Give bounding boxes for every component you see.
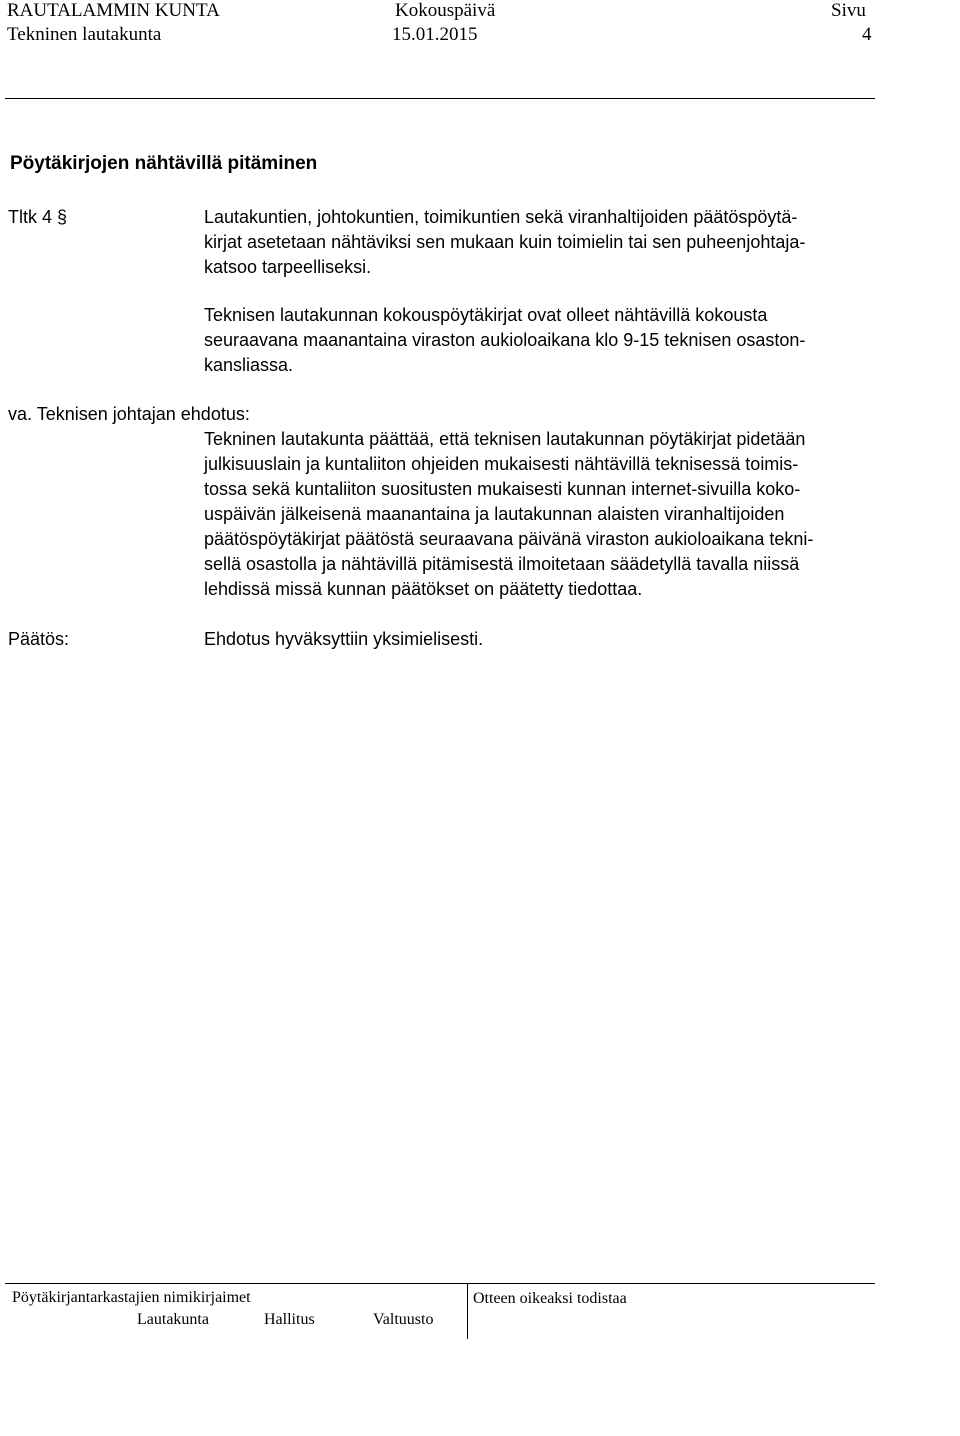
- paragraph-2-line: kansliassa.: [204, 355, 294, 375]
- paragraph-1-line: katsoo tarpeelliseksi.: [204, 257, 372, 277]
- paragraph-1: [204, 205, 884, 280]
- proposal-line: päätöspöytäkirjat päätöstä seuraavana päivänä viraston aukioloaikana tekni-: [204, 529, 814, 549]
- paragraph-1-line: Lautakuntien, johtokuntien, toimikuntien sekä viranhaltijoiden päätöspöytä-: [204, 207, 798, 227]
- paragraph-1-line: kirjat asetetaan nähtäviksi sen mukaan kuin toimielin tai sen puheenjohtaja-: [204, 232, 806, 252]
- footer-col-lautakunta: Lautakunta: [137, 1311, 209, 1328]
- proposal-line: sellä osastolla ja nähtävillä pitämisestä ilmoitetaan säädetyllä tavalla niissä: [204, 554, 800, 574]
- footer-top-rule: [5, 1283, 875, 1284]
- section-title: Pöytäkirjojen nähtävillä pitäminen: [10, 153, 318, 174]
- footer-col-valtuusto: Valtuusto: [373, 1311, 434, 1328]
- paragraph-2: [204, 303, 884, 378]
- decision-text: Ehdotus hyväksyttiin yksimielisesti.: [204, 629, 484, 649]
- header-rule: [5, 98, 875, 99]
- proposal-line: tossa sekä kuntaliiton suositusten mukaisesti kunnan internet-sivuilla koko-: [204, 479, 801, 499]
- proposal-label: va. Teknisen johtajan ehdotus:: [8, 404, 250, 424]
- header-page-number: 4: [862, 24, 872, 45]
- footer-initials-label: Pöytäkirjantarkastajien nimikirjaimet: [12, 1289, 251, 1306]
- proposal-line: julkisuuslain ja kuntaliiton ohjeiden mukaisesti nähtävillä teknisessä toimis-: [204, 454, 799, 474]
- proposal-line: lehdissä missä kunnan päätökset on päätetty tiedottaa.: [204, 579, 643, 599]
- footer-certified-label: Otteen oikeaksi todistaa: [473, 1290, 627, 1307]
- paragraph-2-line: seuraavana maanantaina viraston aukioloaikana klo 9-15 teknisen osaston-: [204, 330, 806, 350]
- footer-col-hallitus: Hallitus: [264, 1311, 315, 1328]
- decision-label: Päätös:: [8, 629, 70, 649]
- header-page-label: Sivu: [831, 0, 866, 21]
- paragraph-2-line: Teknisen lautakunnan kokouspöytäkirjat ovat olleet nähtävillä kokousta: [204, 305, 768, 325]
- proposal-text: [204, 427, 884, 602]
- header-municipality: RAUTALAMMIN KUNTA: [7, 0, 220, 21]
- header-meeting-date-label: Kokouspäivä: [395, 0, 496, 21]
- proposal-line: Tekninen lautakunta päättää, että teknisen lautakunnan pöytäkirjat pidetään: [204, 429, 806, 449]
- header-board: Tekninen lautakunta: [7, 24, 162, 45]
- item-reference: Tltk 4 §: [8, 207, 68, 227]
- proposal-line: uspäivän jälkeisenä maanantaina ja lautakunnan alaisten viranhaltijoiden: [204, 504, 785, 524]
- footer-divider: [467, 1283, 468, 1339]
- header-meeting-date: 15.01.2015: [392, 24, 478, 45]
